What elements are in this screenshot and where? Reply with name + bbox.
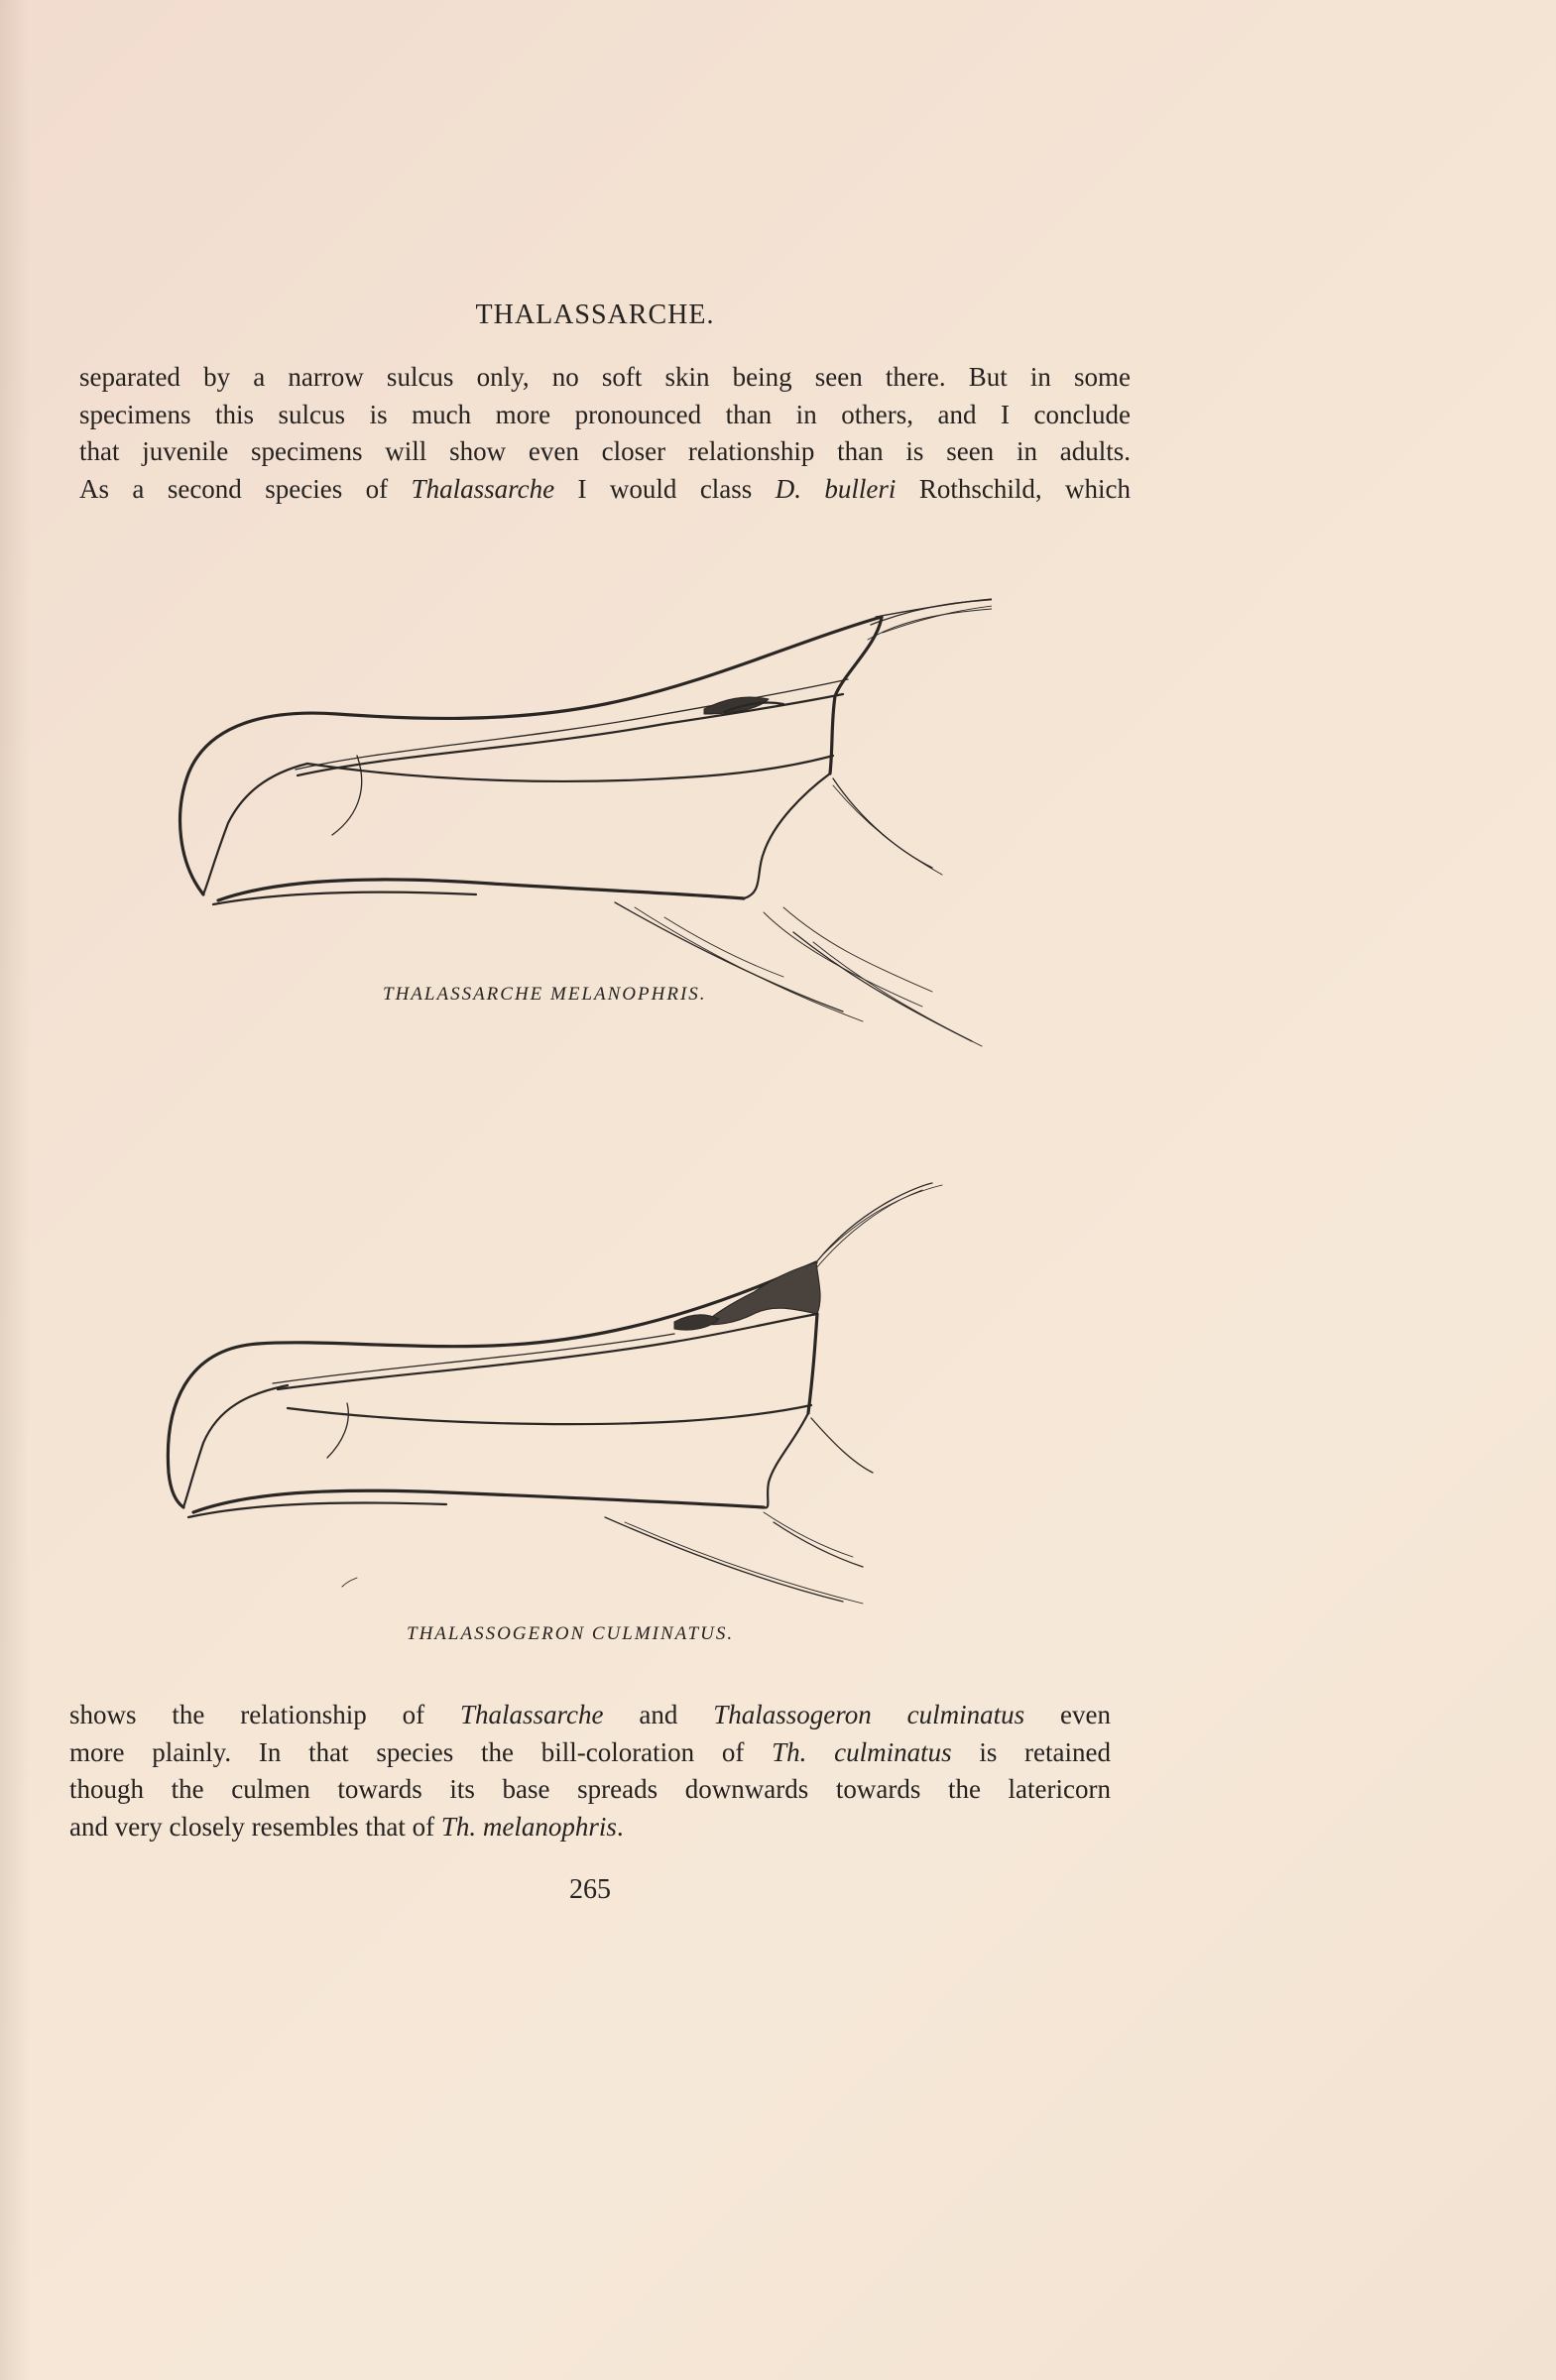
body-paragraph-bottom xyxy=(69,1697,1111,1845)
page-number: 265 xyxy=(569,1874,611,1905)
figure-bill-thalassogeron-culminatus xyxy=(149,1175,992,1651)
text-line: specimens this sulcus is much more pronounced than in others, and I conclude xyxy=(79,399,1131,429)
text-line: though the culmen towards its base spreads downwards towards the latericorn xyxy=(69,1774,1111,1804)
running-header: THALASSARCHE. xyxy=(475,299,715,330)
text-line: that juvenile specimens will show even closer relationship than is seen in adults. xyxy=(79,436,1131,466)
page-gutter-shadow xyxy=(0,0,30,2380)
text-line: separated by a narrow sulcus only, no soft skin being seen there. But in some xyxy=(79,362,1131,392)
body-paragraph-top xyxy=(79,359,1131,508)
figure1-caption: THALASSARCHE MELANOPHRIS. xyxy=(383,984,707,1005)
text-line: shows the relationship of Thalassarche and Thalassogeron culminatus even xyxy=(69,1700,1112,1729)
text-line: more plainly. In that species the bill-coloration of Th. culminatus is retained xyxy=(69,1736,1111,1767)
text-line: and very closely resembles that of Th. melanophris. xyxy=(69,1811,624,1842)
figure2-caption: THALASSOGERON CULMINATUS. xyxy=(407,1623,735,1644)
text-line: As a second species of Thalassarche I would class D. bulleri Rothschild, which xyxy=(79,473,1131,504)
